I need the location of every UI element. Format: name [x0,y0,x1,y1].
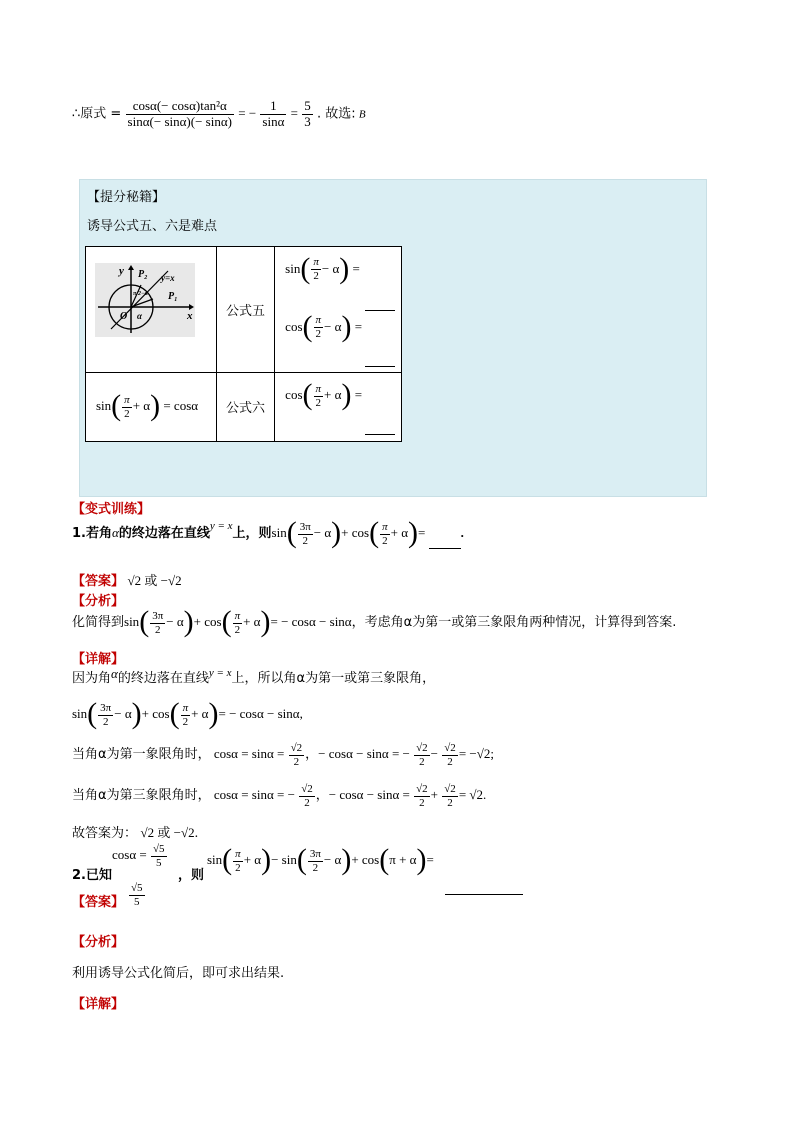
analysis-label: 【分析】 [72,594,125,609]
x-axis-label: x [187,310,193,322]
tips-title: 【提分秘籍】 [87,190,166,205]
question-1: 1.若角α的终边落在直线$^{y = x}$上，则sin( $\frac{3\pi}{2}$ − α)+ cos( $\frac{\pi}{2}$ + α)= . [72,516,464,549]
final-answer-1: 故答案为： √2 或 −√2. [72,825,199,841]
detail-line-1: 因为角α的终边落在直线$^{y = x}$上，所以角α为第一或第三象限角， [72,666,436,686]
answer-blank[interactable] [445,894,523,895]
diagram-cell [86,247,217,373]
variant-title: 【变式训练】 [72,502,151,517]
point-p2-label: P₂ [138,269,148,280]
line-label: y=x [161,273,175,283]
fraction: $\frac{1}{\sin\alpha}$ [262,98,285,129]
case-third-quadrant: 当角α为第三象限角时， cosα = sinα = − $\frac{√2}{2}$ ，− cosα − sinα = $\frac{√2}{2}$ + $\frac{√2}{2}$ = √2. [72,783,487,809]
answer-2-value: $\frac{√5}{5}$ [131,882,143,908]
answer-blank[interactable] [365,366,395,367]
answer-2-label: 【答案】 [72,895,125,910]
document-page: ∴原式 = $\frac{\text{cosα(− cosα)tan²α}}{\sin\alpha(- \sin\alpha)(- \sin\alpha)}$ = − $\frac{1}{\sin\alpha}$ = $\frac{5}{3}$ . 故选: B 【提分秘籍】 诱导公式五、六是难点 y x P₂ P₁ y=x O α π/2−α 公式五 sin( $\frac{\pi}{2}$ − α) = cos( $\frac{\pi}{2}$ − α) = sin( $\frac{\pi}{2}$ + α) = cosα 公式六 cos( $\frac{\pi}{2}$ + α) = 【变式训练】 1.若角α的终边落在直线$^{y = x}$上，则sin( $\frac{3\pi}{2}$ − α)+ cos( $\frac{\pi}{2}$ + α)= . 【答案】 √2 或 −√2 【分析】 化简得到sin( $\frac{3\pi}{2}$ − α)+ cos( $\frac{\pi}{2}$ + α)= − cosα − sinα，考虑角α为第一或第三象限角两种情况，计算得到答案. 【详解】 因为角α的终边落在直线$^{y = x}$上，所以角α为第一或第三象限角， sin( $\frac{3\pi}{2}$ − α)+ cos( $\frac{\pi}{2}$ + α)= − cosα − sinα, 当角α为第一象限角时， cosα = sinα = $\frac{√2}{2}$ ，− cosα − sinα = − $\frac{√2}{2}$ − $\frac{√2}{2}$ = −√2; 当角α为第三象限角时， cosα = sinα = − $\frac{√2}{2}$ ，− cosα − sinα = $\frac{√2}{2}$ + $\frac{√2}{2}$ = √2. 故答案为： √2 或 −√2. 2.已知 cosα = $\frac{√5}{5}$ ，则 sin( $\frac{\pi}{2}$ + α)− sin( $\frac{3\pi}{2}$ − α)+ cos(π + α)= 【答案】 $\frac{√5}{5}$ 【分析】 利用诱导公式化简后，即可求出结果. 【详解】 [0,0,794,1123]
alpha-label: α [137,311,142,321]
analysis-2-text: 利用诱导公式化简后，即可求出结果. [72,966,285,981]
question-2-given: cosα = $\frac{√5}{5}$ [112,843,165,869]
formula5-cos: cos( $\frac{\pi}{2}$ − α) = [285,309,363,343]
tips-subtitle: 诱导公式五、六是难点 [87,219,218,234]
answer-choice: B [358,108,366,121]
y-axis-label: y [119,265,124,277]
detail-label: 【详解】 [72,652,125,667]
formula6-cell [275,373,402,442]
solution-line: ∴原式 = $\frac{\text{cosα(− cosα)tan²α}}{\sin\alpha(- \sin\alpha)(- \sin\alpha)}$ = − $\frac{1}{\sin\alpha}$ = $\frac{5}{3}$ . 故选: B [72,98,366,129]
angle-label: π/2−α [133,291,148,297]
answer-blank[interactable] [365,434,395,435]
formula6-given-cell: sin( $\frac{\pi}{2}$ + α) = cosα [86,373,217,442]
analysis-2-label: 【分析】 [72,935,125,950]
detail-line-2: sin( $\frac{3\pi}{2}$ − α)+ cos( $\frac{\pi}{2}$ + α)= − cosα − sinα, [72,697,303,730]
point-p1-label: P₁ [168,291,178,302]
question-2-prefix: 2.已知 [72,868,112,883]
answer-1: 【答案】 √2 或 −√2 [72,573,182,589]
solution-prefix: ∴原式 = [72,106,122,122]
answer-blank[interactable] [365,310,395,311]
case-first-quadrant: 当角α为第一象限角时， cosα = sinα = $\frac{√2}{2}$ ，− cosα − sinα = − $\frac{√2}{2}$ − $\frac{√2}{2}$ = −√2; [72,742,494,768]
fraction: $\frac{\text{cosα(− cosα)tan²α}}{\sin\alpha(- \sin\alpha)(- \sin\alpha)}$ [127,98,232,129]
formula6-name-cell: 公式六 [216,373,274,442]
formula5-cell [275,247,402,373]
unit-circle-diagram [86,247,214,367]
formula-table [85,246,402,442]
formula5-sin: sin( $\frac{\pi}{2}$ − α) = [285,251,360,285]
analysis-1: 化简得到sin( $\frac{3\pi}{2}$ − α)+ cos( $\frac{\pi}{2}$ + α)= − cosα − sinα，考虑角α为第一或第三象限角两种情况，计算得到答案. [72,605,677,638]
question-2-expression: sin( $\frac{\pi}{2}$ + α)− sin( $\frac{3\pi}{2}$ − α)+ cos(π + α)= [207,843,434,876]
origin-label: O [120,311,128,322]
answer-blank[interactable] [429,536,461,549]
detail-2-label: 【详解】 [72,997,125,1012]
formula6-cos: cos( $\frac{\pi}{2}$ + α) = [285,378,363,411]
fraction: $\frac{5}{3}$ [304,98,311,129]
formula5-name-cell: 公式五 [216,247,274,373]
